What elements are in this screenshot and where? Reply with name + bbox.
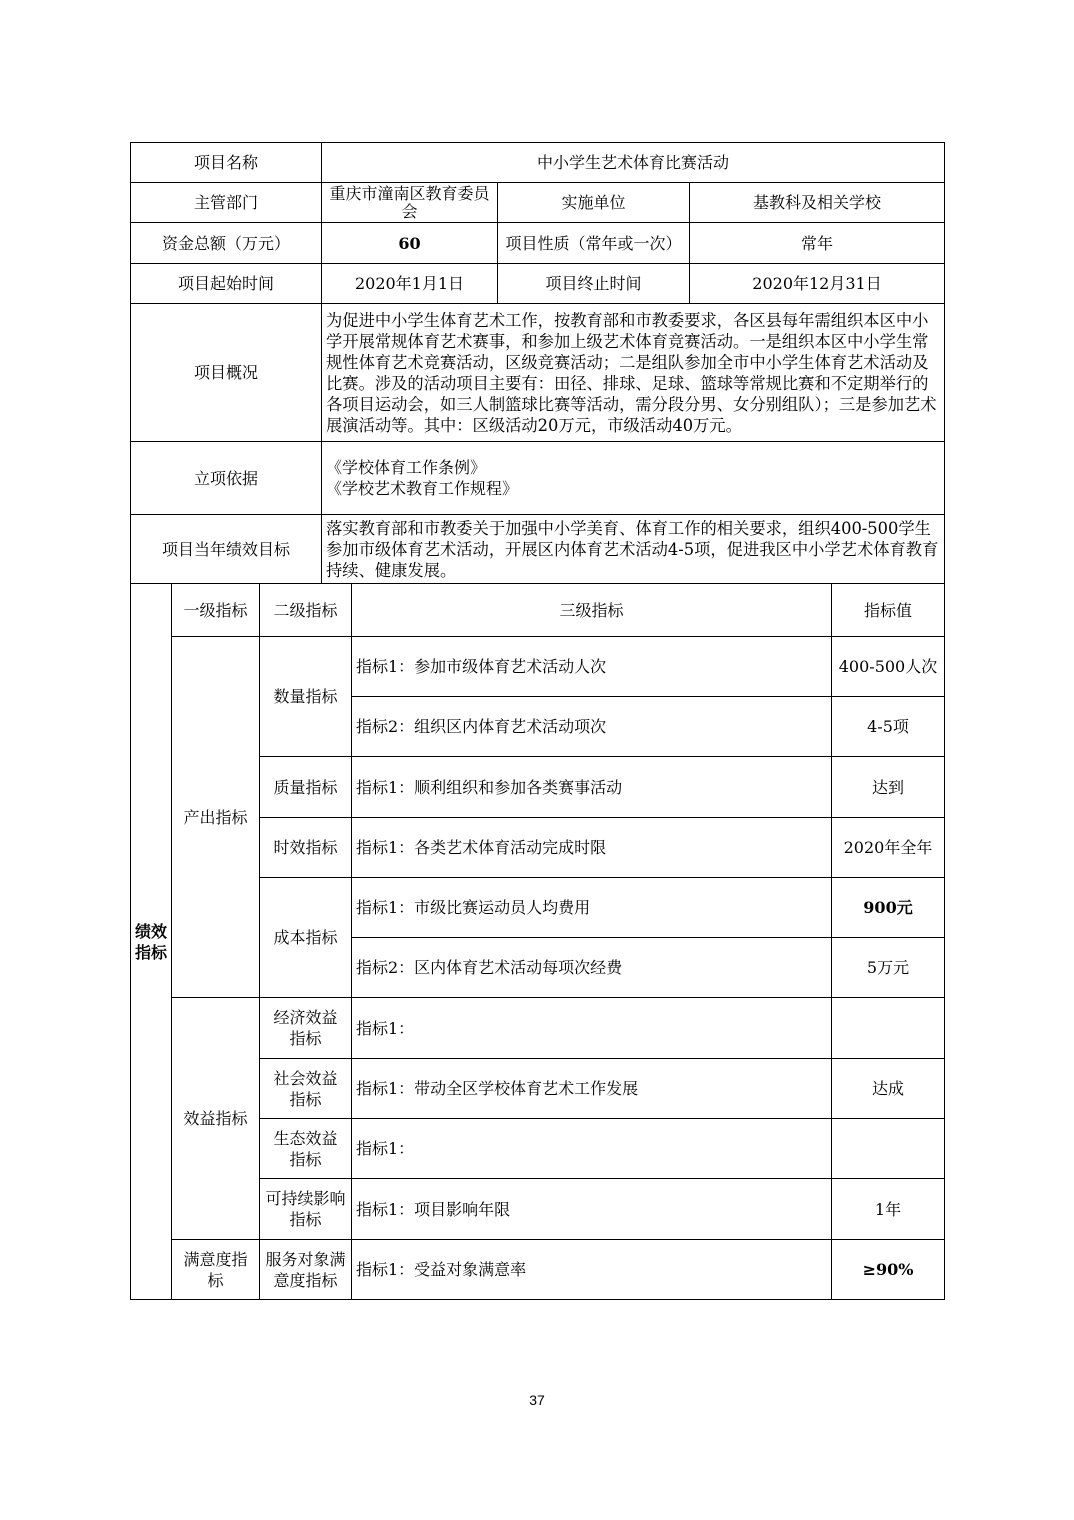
quantity-indicator-label: 数量指标: [260, 637, 352, 757]
quality-indicator-1: 指标1：顺利组织和参加各类赛事活动: [352, 757, 832, 818]
cost-indicator-2: 指标2：区内体育艺术活动每项次经费: [352, 938, 832, 998]
basis-label: 立项依据: [131, 442, 322, 515]
header-value: 指标值: [832, 584, 945, 637]
sustainability-value-1: 1年: [832, 1179, 945, 1240]
overview-text: 为促进中小学生体育艺术工作，按教育部和市教委要求，各区县每年需组织本区中小学开展常规体育艺术赛事，和参加上级艺术体育竞赛活动。一是组织本区中小学生常规性体育艺术竞赛活动，区级竞赛活动；二是组队参加全市中小学生体育艺术活动及比赛。涉及的活动项目主要有：田径、排球、足球、篮球等常规比赛和不定期举行的各项目运动会，如三人制篮球比赛等活动，需分段分男、女分别组队）；三是参加艺术展演活动等。其中：区级活动20万元，市级活动40万元。: [322, 304, 945, 442]
satisfaction-indicator-label: 满意度指标: [172, 1240, 260, 1300]
quality-indicator-label: 质量指标: [260, 757, 352, 818]
quantity-indicator-2: 指标2：组织区内体育艺术活动项次: [352, 697, 832, 757]
time-indicator-1: 指标1：各类艺术体育活动完成时限: [352, 818, 832, 878]
header-level3: 三级指标: [352, 584, 832, 637]
goal-label: 项目当年绩效目标: [131, 515, 322, 584]
basis-item-1: 《学校体育工作条例》: [326, 458, 487, 477]
start-value: 2020年1月1日: [322, 264, 498, 304]
project-name-value: 中小学生艺术体育比赛活动: [322, 143, 945, 183]
perf-side-label: 绩效指标: [131, 584, 172, 1300]
output-indicator-label: 产出指标: [172, 637, 260, 998]
ecological-indicator-label: 生态效益指标: [260, 1119, 352, 1179]
goal-text: 落实教育部和市教委关于加强中小学美育、体育工作的相关要求，组织400-500学生参加市级体育艺术活动，开展区内体育艺术活动4-5项，促进我区中小学艺术体育教育持续、健康发展。: [322, 515, 945, 584]
impl-label: 实施单位: [498, 183, 690, 223]
basis-item-2: 《学校艺术教育工作规程》: [326, 479, 519, 498]
quality-value-1: 达到: [832, 757, 945, 818]
economic-indicator-1: 指标1：: [352, 998, 832, 1059]
nature-value: 常年: [690, 223, 945, 264]
start-label: 项目起始时间: [131, 264, 322, 304]
quantity-value-1: 400-500人次: [832, 637, 945, 697]
time-indicator-label: 时效指标: [260, 818, 352, 878]
nature-label: 项目性质（常年或一次）: [498, 223, 690, 264]
cost-value-1: 900元: [832, 878, 945, 938]
ecological-indicator-1: 指标1：: [352, 1119, 832, 1179]
economic-indicator-label: 经济效益指标: [260, 998, 352, 1059]
cost-value-2: 5万元: [832, 938, 945, 998]
header-level2: 二级指标: [260, 584, 352, 637]
service-satisfaction-label: 服务对象满意度指标: [260, 1240, 352, 1300]
sustainability-indicator-1: 指标1：项目影响年限: [352, 1179, 832, 1240]
cost-indicator-label: 成本指标: [260, 878, 352, 998]
performance-indicators-table: [130, 583, 945, 1300]
end-value: 2020年12月31日: [690, 264, 945, 304]
benefit-indicator-label: 效益指标: [172, 998, 260, 1240]
fund-label: 资金总额（万元）: [131, 223, 322, 264]
end-label: 项目终止时间: [498, 264, 690, 304]
social-indicator-label: 社会效益指标: [260, 1059, 352, 1119]
project-name-label: 项目名称: [131, 143, 322, 183]
basis-cell: [322, 442, 945, 515]
ecological-value-1: [832, 1119, 945, 1179]
dept-value: 重庆市潼南区教育委员会: [322, 183, 498, 223]
fund-value: 60: [322, 223, 498, 264]
satisfaction-value-1: ≥90%: [832, 1240, 945, 1300]
sustainability-indicator-label: 可持续影响指标: [260, 1179, 352, 1240]
cost-indicator-1: 指标1：市级比赛运动员人均费用: [352, 878, 832, 938]
dept-label: 主管部门: [131, 183, 322, 223]
economic-value-1: [832, 998, 945, 1059]
social-value-1: 达成: [832, 1059, 945, 1119]
quantity-indicator-1: 指标1：参加市级体育艺术活动人次: [352, 637, 832, 697]
impl-value: 基教科及相关学校: [690, 183, 945, 223]
page-number: 37: [529, 1392, 545, 1408]
social-indicator-1: 指标1：带动全区学校体育艺术工作发展: [352, 1059, 832, 1119]
overview-label: 项目概况: [131, 304, 322, 442]
quantity-value-2: 4-5项: [832, 697, 945, 757]
project-info-table: [130, 142, 945, 584]
time-value-1: 2020年全年: [832, 818, 945, 878]
satisfaction-indicator-1: 指标1：受益对象满意率: [352, 1240, 832, 1300]
header-level1: 一级指标: [172, 584, 260, 637]
